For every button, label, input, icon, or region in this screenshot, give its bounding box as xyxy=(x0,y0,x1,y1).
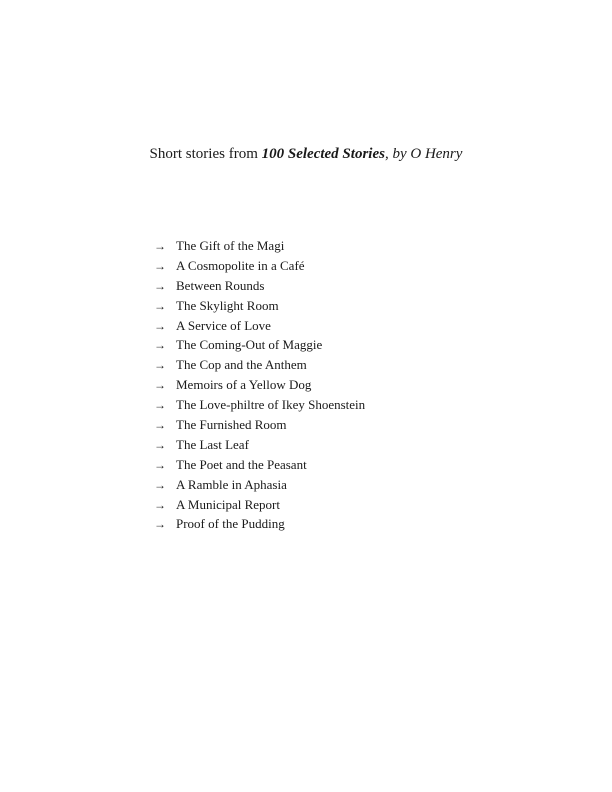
story-title: A Ramble in Aphasia xyxy=(176,476,287,492)
story-title: The Love-philtre of Ikey Shoenstein xyxy=(176,397,366,413)
heading-separator: , xyxy=(384,146,393,162)
arrow-icon: → xyxy=(154,278,166,293)
arrow-icon: → xyxy=(154,358,166,373)
story-title: The Gift of the Magi xyxy=(176,238,285,253)
story-item xyxy=(154,435,365,455)
story-item xyxy=(154,514,365,534)
story-item xyxy=(154,276,365,296)
arrow-icon: → xyxy=(154,517,166,532)
story-title: Memoirs of a Yellow Dog xyxy=(176,377,312,393)
story-item xyxy=(154,236,365,256)
book-title: 100 Selected Stories xyxy=(261,146,385,162)
arrow-icon: → xyxy=(154,378,166,393)
arrow-icon: → xyxy=(154,477,166,492)
story-item xyxy=(154,335,365,355)
story-item xyxy=(154,415,365,435)
story-title: Between Rounds xyxy=(176,277,265,293)
arrow-icon: → xyxy=(154,239,166,253)
story-list xyxy=(154,236,365,534)
arrow-icon: → xyxy=(154,418,166,433)
story-item xyxy=(154,316,365,336)
story-title: The Last Leaf xyxy=(176,436,249,452)
story-title: The Poet and the Peasant xyxy=(176,456,307,472)
arrow-icon: → xyxy=(154,338,166,353)
story-item xyxy=(154,495,365,515)
arrow-icon: → xyxy=(154,298,166,313)
story-title: Proof of the Pudding xyxy=(176,516,285,532)
story-title: The Coming-Out of Maggie xyxy=(176,337,323,353)
arrow-icon: → xyxy=(154,258,166,273)
arrow-icon: → xyxy=(154,457,166,472)
story-item xyxy=(154,256,365,276)
arrow-icon: → xyxy=(154,318,166,333)
story-item xyxy=(154,296,365,316)
heading-prefix: Short stories from xyxy=(149,146,262,162)
story-item xyxy=(154,475,365,495)
story-title: The Furnished Room xyxy=(176,417,287,433)
story-title: A Municipal Report xyxy=(176,496,280,512)
arrow-icon: → xyxy=(154,398,166,413)
arrow-icon: → xyxy=(154,437,166,452)
story-item xyxy=(154,375,365,395)
story-title: The Skylight Room xyxy=(176,297,279,313)
story-title: The Cop and the Anthem xyxy=(176,357,307,373)
story-title: A Service of Love xyxy=(176,317,271,333)
page-heading xyxy=(0,144,612,164)
story-item xyxy=(154,355,365,375)
story-item xyxy=(154,455,365,475)
author-name: by O Henry xyxy=(392,146,463,162)
arrow-icon: → xyxy=(154,497,166,512)
story-item xyxy=(154,395,365,415)
story-title: A Cosmopolite in a Café xyxy=(176,257,305,273)
